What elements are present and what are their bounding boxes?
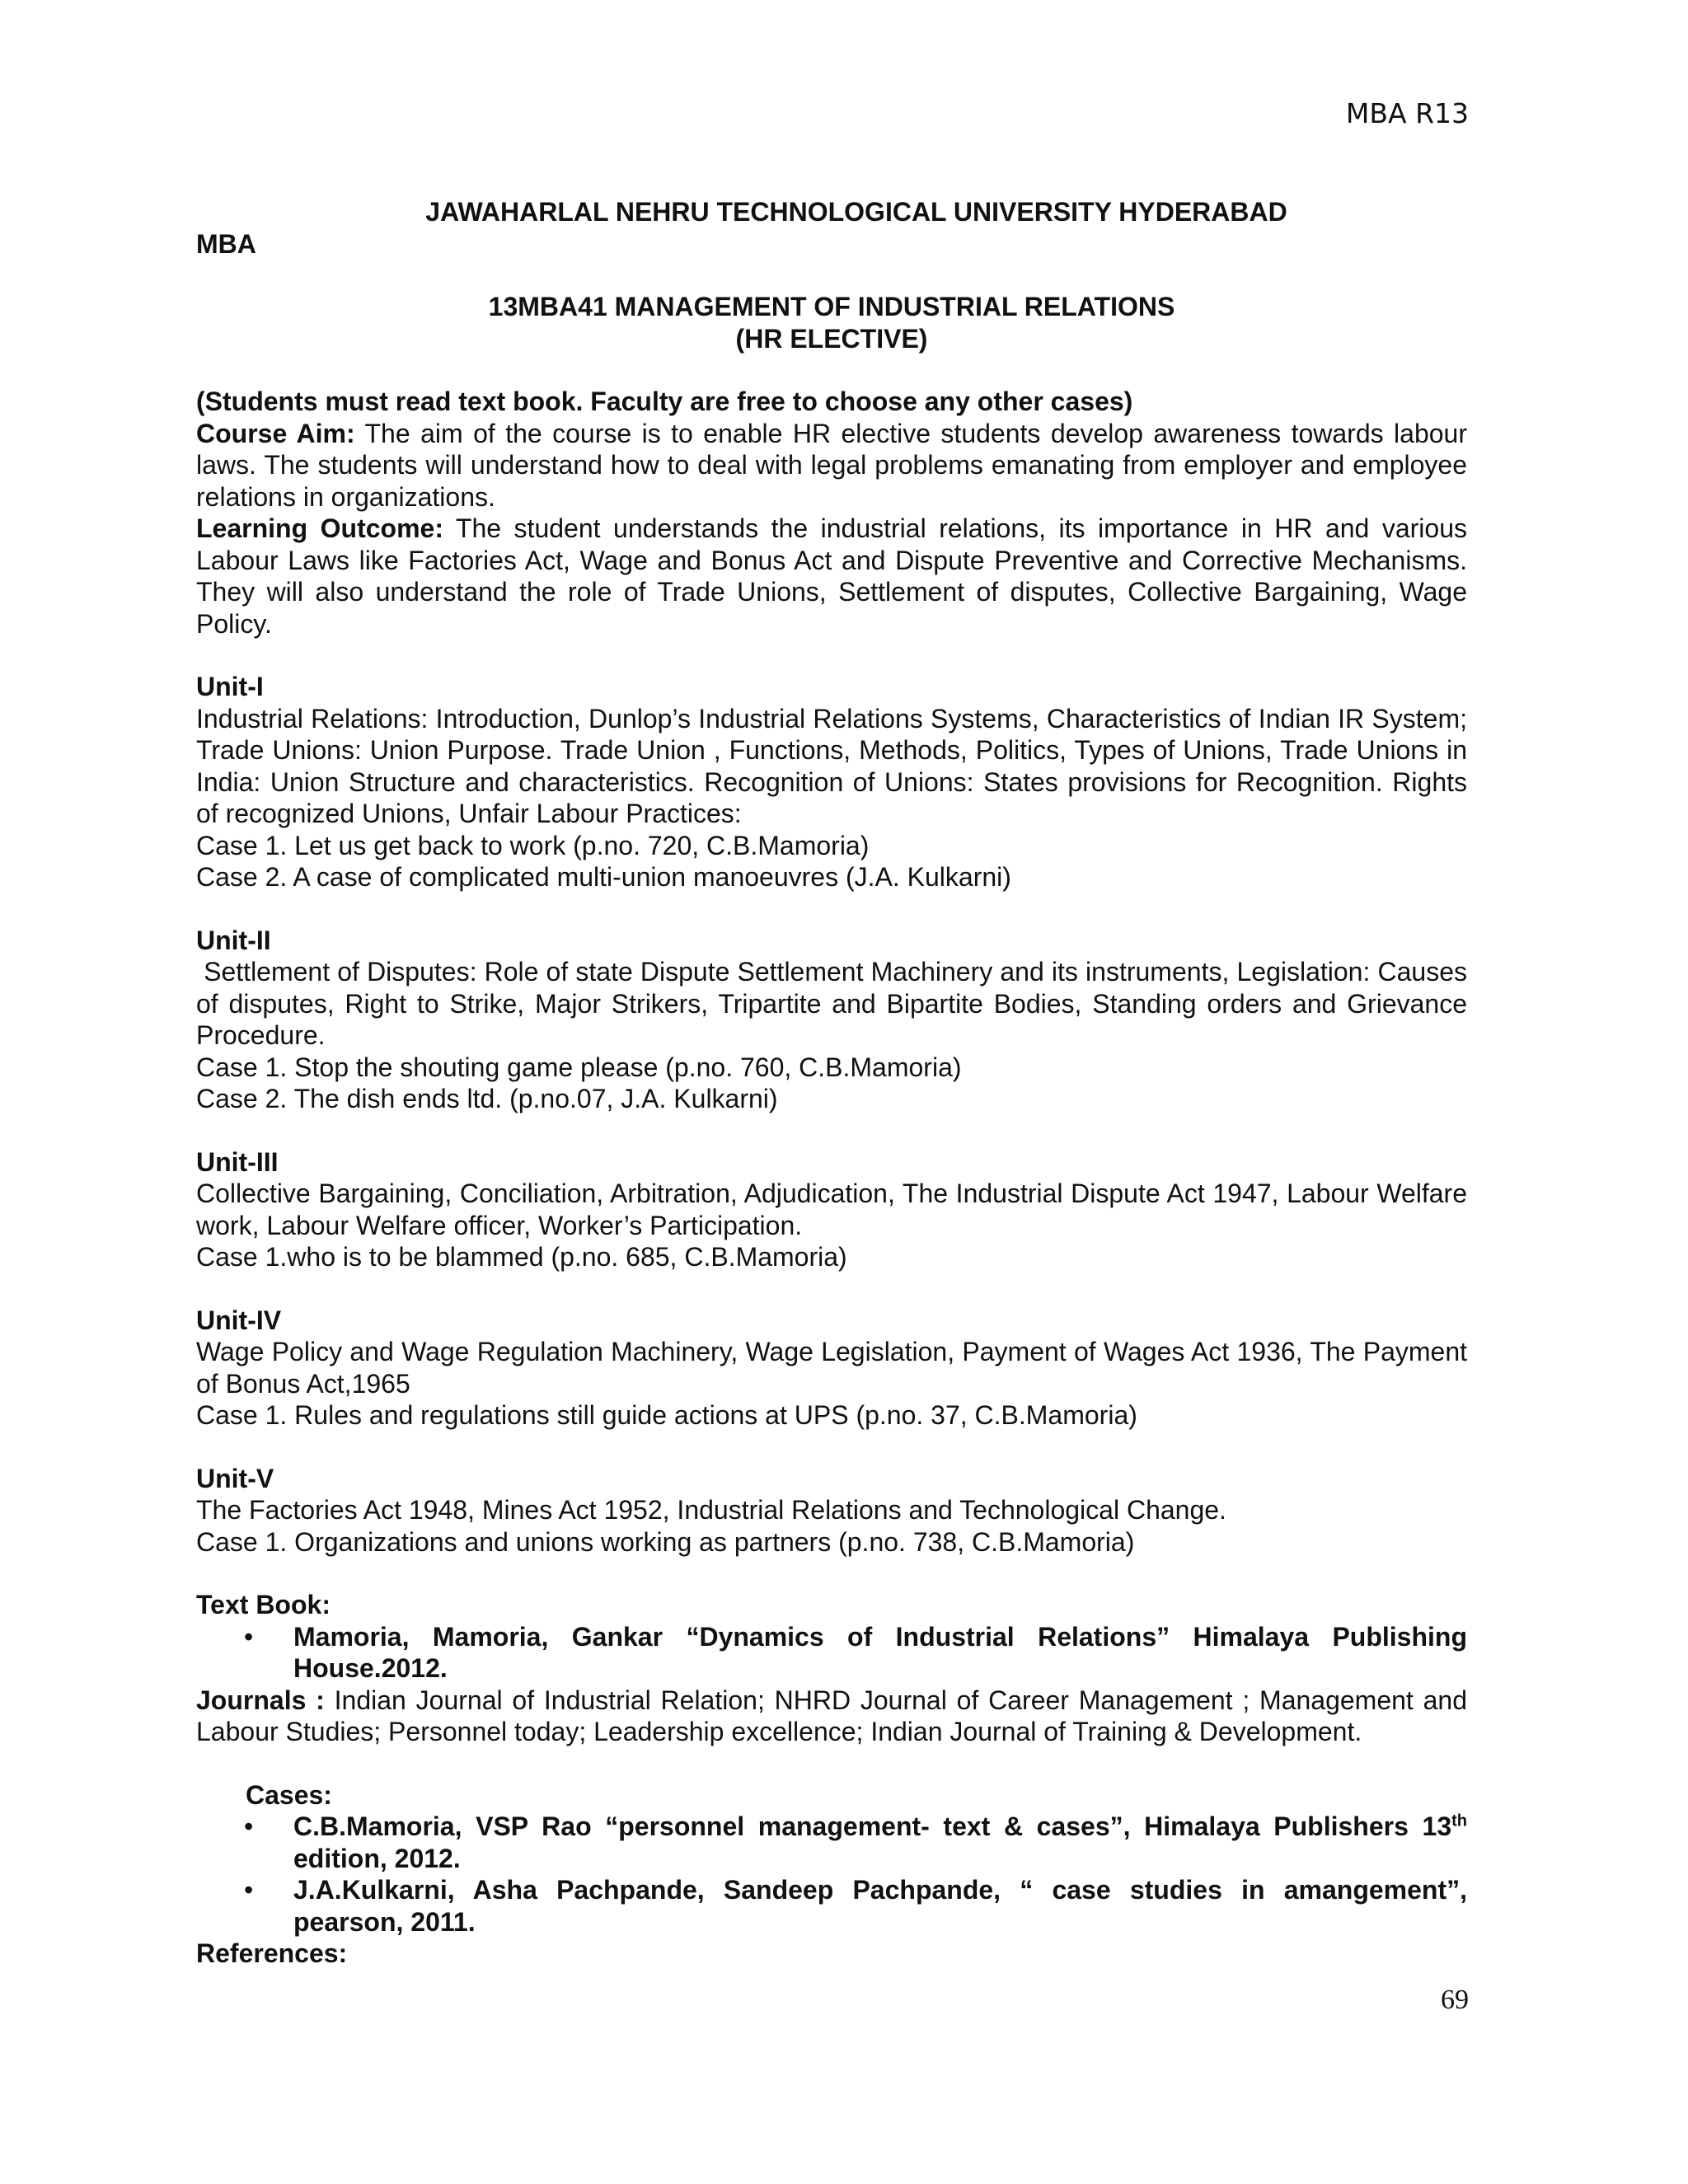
unit-title: Unit-IV [196, 1305, 282, 1335]
learning-outcome-label: Learning Outcome: [196, 513, 443, 543]
document-body [196, 196, 1475, 1970]
text-book-list [196, 1621, 1467, 1685]
case-reference-item: • C.B.Mamoria, VSP Rao “personnel management- text & cases”, Himalaya Publishers 13th edition, 2012. [293, 1811, 1467, 1874]
course-aim-label: Course Aim: [196, 418, 355, 448]
case-item: Case 2. The dish ends ltd. (p.no.07, J.A. Kulkarni) [196, 1084, 778, 1113]
unit-content: Settlement of Disputes: Role of state Dispute Settlement Machinery and its instruments, Legislation: Causes of disputes, Right to Strike, Major Strikers, Tripartite and Bipartite Bodies, Standing orders and Grievance Procedure. [196, 957, 1475, 1050]
cases-list [196, 1811, 1467, 1938]
learning-outcome-text: The student understands the industrial relations, its importance in HR and various Labour Laws like Factories Act, Wage and Bonus Act and Dispute Preventive and Corrective Mechanisms. They will also understand the role of Trade Unions, Settlement of disputes, Collective Bargaining, Wage Policy. [196, 513, 1468, 639]
text-book-label: Text Book: [196, 1590, 331, 1619]
case-item: Case 1. Let us get back to work (p.no. 720, C.B.Mamoria) [196, 830, 870, 860]
unit-title: Unit-V [196, 1463, 274, 1493]
program-label: MBA [196, 228, 256, 259]
unit-content: Wage Policy and Wage Regulation Machinery, Wage Legislation, Payment of Wages Act 1936, The Payment of Bonus Act,1965 [196, 1337, 1467, 1399]
university-name: JAWAHARLAL NEHRU TECHNOLOGICAL UNIVERSITY HYDERABAD [425, 197, 1287, 227]
page-header-code: MBA R13 [1345, 97, 1469, 129]
unit-content: The Factories Act 1948, Mines Act 1952, Industrial Relations and Technological Change. [196, 1495, 1226, 1525]
text-book-item: • Mamoria, Mamoria, Gankar “Dynamics of Industrial Relations” Himalaya Publishing House.2012. [293, 1621, 1467, 1685]
journals-label: Journals : [196, 1685, 325, 1715]
course-aim-text: The aim of the course is to enable HR elective students develop awareness towards labour laws. The students will understand how to deal with legal problems emanating from employer and employee relations in organizations. [196, 418, 1468, 512]
case-item: Case 2. A case of complicated multi-union manoeuvres (J.A. Kulkarni) [196, 862, 1011, 892]
case-item: Case 1.who is to be blammed (p.no. 685, C.B.Mamoria) [196, 1242, 847, 1272]
journals [196, 1685, 1467, 1748]
unit-content: Collective Bargaining, Conciliation, Arbitration, Adjudication, The Industrial Dispute Act 1947, Labour Welfare work, Labour Welfare officer, Worker’s Participation. [196, 1179, 1467, 1240]
learning-outcome [196, 513, 1467, 640]
case-item: Case 1. Rules and regulations still guide actions at UPS (p.no. 37, C.B.Mamoria) [196, 1400, 1137, 1430]
page-number: 69 [1441, 1985, 1469, 2015]
case-item: Case 1. Organizations and unions working as partners (p.no. 738, C.B.Mamoria) [196, 1526, 1135, 1557]
references-label: References: [196, 1938, 348, 1968]
unit-title: Unit-III [196, 1146, 279, 1177]
course-subtitle: (HR ELECTIVE) [735, 323, 928, 354]
instruction-note: (Students must read text book. Faculty are free to choose any other cases) [196, 387, 1133, 416]
unit-title: Unit-I [196, 672, 264, 701]
unit-content: Industrial Relations: Introduction, Dunlop’s Industrial Relations Systems, Characteristics of Indian IR System; Trade Unions: Union Purpose. Trade Union , Functions, Methods, Politics, Types of Unions, Trade Unions in India: Union Structure and characteristics. Recognition of Unions: States provisions for Recognition. Rights of recognized Unions, Unfair Labour Practices: [196, 703, 1467, 828]
course-title: 13MBA41 MANAGEMENT OF INDUSTRIAL RELATIONS [488, 292, 1175, 321]
course-aim [196, 418, 1467, 513]
case-reference-item: • J.A.Kulkarni, Asha Pachpande, Sandeep Pachpande, “ case studies in amangement”, pearson, 2011. [293, 1874, 1467, 1938]
unit-title: Unit-II [196, 925, 271, 955]
case-item: Case 1. Stop the shouting game please (p.no. 760, C.B.Mamoria) [196, 1052, 962, 1082]
cases-label: Cases: [246, 1779, 332, 1810]
journals-text: Indian Journal of Industrial Relation; NHRD Journal of Career Management ; Management and Labour Studies; Personnel today; Leadership excellence; Indian Journal of Training & Development. [196, 1685, 1468, 1746]
